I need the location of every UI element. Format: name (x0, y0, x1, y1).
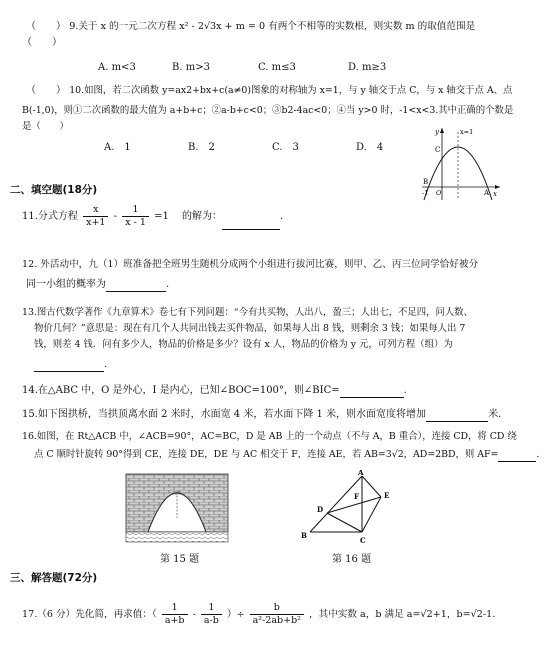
answer-blank[interactable] (222, 229, 280, 230)
option-d: D. 4 (356, 142, 384, 153)
segment-cd (327, 513, 362, 532)
answer-blank[interactable] (340, 397, 404, 398)
label-a: A (358, 470, 364, 477)
segment-ae (362, 476, 381, 497)
label-e: E (384, 491, 390, 500)
condition-text: ，其中实数 a，b 满足 a=√2+1，b=√2-1. (309, 609, 496, 620)
section-solutions-title: 三、解答题(72分) (10, 572, 98, 584)
divide-sign: ）÷ (226, 609, 245, 620)
q12-line1: 12. 外活动中，九（1）班准备把全班男生随机分成两个小组进行拔河比赛，则甲、乙、丙三位同学恰好被分 (22, 259, 479, 270)
fraction-3 (250, 602, 304, 627)
answer-paren: （ ） (26, 85, 66, 96)
arch-bridge-figure (124, 472, 230, 544)
y-label: y (435, 128, 439, 136)
option-c: C. m≤3 (258, 62, 296, 73)
denominator: a²-2ab+b² (252, 615, 301, 626)
minus-sign: - (192, 609, 196, 620)
segment-ab (310, 476, 362, 532)
fraction-1 (162, 602, 188, 627)
triangle-figure (298, 470, 398, 550)
o-label: O (436, 189, 442, 197)
label-f: F (354, 492, 359, 501)
water-surface (126, 532, 228, 542)
fraction-1 (83, 204, 108, 229)
label-b: B (301, 531, 307, 540)
period: ． (104, 359, 114, 370)
q16-line2 (34, 448, 539, 462)
answer-blank[interactable] (498, 461, 536, 462)
question-text: 同一小组的概率为 (26, 279, 106, 290)
numerator: 1 (122, 204, 149, 217)
answer-blank[interactable] (426, 421, 488, 422)
option-a: A. 1 (104, 142, 131, 153)
fraction-2 (201, 602, 222, 627)
option-b: B. m>3 (172, 62, 210, 73)
question-text: 点 C 顺时针旋转 90°得到 CE，连接 DE，DE 与 AC 相交于 F，连接 AE，若 AB=3√2，AD=2BD，则 AF= (34, 449, 499, 460)
answer-prefix: 的解为： (182, 211, 223, 222)
q17-line (22, 602, 495, 628)
period: . (536, 449, 540, 460)
question-text: 9.关于 x 的一元二次方程 x² - 2√3x + m = 0 有两个不相等的实数根，则实数 m 的取值范围是 (69, 21, 476, 32)
x-axis-arrow (495, 185, 500, 189)
q13-line1: 13.图古代数学著作《九章算术》卷七有下列问题：“今有共买物，人出八，盈三；人出七，不足四，问人数、 (22, 307, 473, 318)
fraction-2 (122, 204, 149, 229)
numerator: b (250, 602, 304, 615)
period: . (403, 385, 407, 396)
question-text: 11.分式方程 (22, 211, 78, 222)
section-fill-in-title: 二、填空题(18分) (10, 184, 98, 196)
q12-line2 (26, 278, 169, 292)
figure-16-caption: 第 16 题 (332, 554, 372, 565)
parabola-figure (420, 124, 502, 202)
q10-line2: B(-1,0)，则①二次函数的最大值为 a+b+c；②a-b+c<0；③b2-4ac<0；④当 y>0 时，-1<x<3.其中正确的个数是 (22, 105, 514, 116)
question-text: 10.如图，若二次函数 y=ax2+bx+c(a≠0)图象的对称轴为 x=1，与 y 轴交于点 C，与 x 轴交于点 A、点 (69, 85, 513, 96)
x-label: x (493, 190, 497, 198)
label-c: C (360, 536, 366, 545)
denominator: x - 1 (125, 217, 146, 228)
q9-line2: （ ） (22, 37, 62, 48)
q13-line2: 物价几何？”意思是：现在有几个人共同出钱去买件物品，如果每人出 8 钱，则剩余 3 钱；如果每人出 7 (34, 323, 466, 334)
denominator: x+1 (86, 217, 106, 228)
minus-sign: - (113, 211, 118, 222)
option-c: C. 3 (272, 142, 299, 153)
q11-line (22, 204, 283, 230)
question-text: 15.如下图拱桥，当拱顶离水面 2 米时，水面宽 4 米，若水面下降 1 米，则水面宽度将增加 (22, 409, 427, 420)
y-axis-arrow (440, 128, 444, 133)
period: . (166, 279, 170, 290)
numerator: 1 (201, 602, 222, 615)
neg1-label: -1 (422, 189, 429, 197)
equals-one: =1 (154, 211, 169, 222)
answer-blank[interactable] (106, 291, 166, 292)
period: . (280, 211, 284, 222)
answer-paren: （ ） (26, 21, 66, 32)
a-label: A (484, 189, 490, 197)
unit-text: 米. (488, 409, 502, 420)
b-label: B (423, 178, 429, 186)
q10-line1 (26, 84, 512, 98)
answer-blank[interactable] (34, 371, 104, 372)
numerator: x (83, 204, 108, 217)
numerator: 1 (162, 602, 188, 615)
q15-line (22, 408, 501, 422)
c-label: C (435, 146, 441, 154)
q13-line4 (34, 358, 114, 372)
label-d: D (317, 505, 324, 514)
q16-line1: 16.如图，在 Rt△ACB 中，∠ACB=90°，AC=BC，D 是 AB 上的一个动点（不与 A，B 重合），连接 CD，将 CD 绕 (22, 431, 517, 442)
option-a: A. m<3 (98, 62, 136, 73)
option-d: D. m≥3 (348, 62, 387, 73)
question-text: 17.（6 分）先化简，再求值：（ (22, 609, 157, 620)
denominator: a-b (203, 615, 219, 626)
q10-line3: 是（ ） (22, 121, 69, 132)
q13-line3: 钱，则差 4 钱．问有多少人，物品的价格是多少？设有 x 人，物品的价格为 y 元，可列方程（组）为 (34, 339, 453, 350)
x1-label: x=1 (460, 128, 474, 136)
q14-line (22, 384, 407, 398)
question-text: 14.在△ABC 中，O 是外心，I 是内心，已知∠BOC=100°，则∠BIC= (22, 385, 340, 396)
q9-line1 (26, 20, 475, 34)
denominator: a+b (164, 615, 185, 626)
option-b: B. 2 (188, 142, 215, 153)
figure-15-caption: 第 15 题 (160, 554, 200, 565)
